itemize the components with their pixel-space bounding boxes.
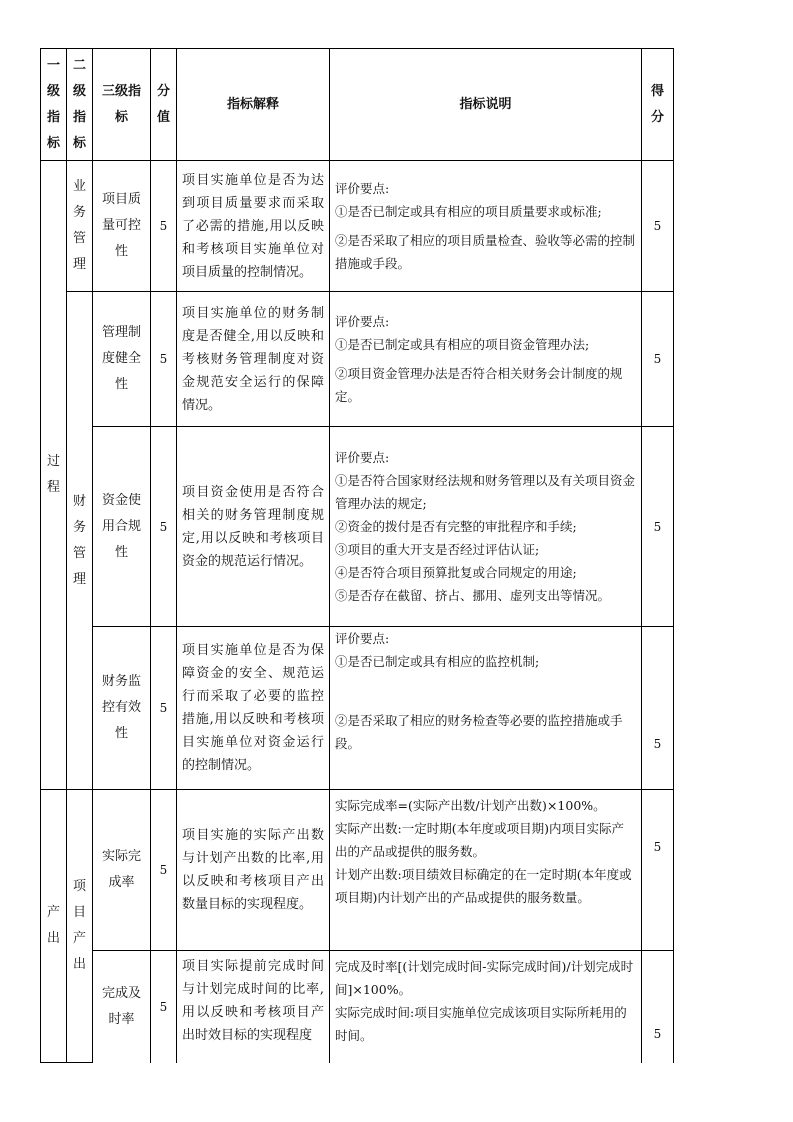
level3-name: 管理制度健全性 — [93, 292, 151, 427]
score-value: 5 — [151, 790, 177, 951]
indicator-description: 评价要点: ①是否已制定或具有相应的项目资金管理办法; ②项目资金管理办法是否符合相关财务会计制度的规定。 — [330, 292, 642, 427]
result-value: 5 — [642, 427, 674, 627]
indicator-explanation: 项目实施单位的财务制度是否健全,用以反映和考核财务管理制度对资金规范安全运行的保障情况。 — [177, 292, 330, 427]
level3-name: 实际完成率 — [93, 790, 151, 951]
table-row — [41, 790, 674, 951]
score-value: 5 — [151, 292, 177, 427]
indicator-description: 评价要点: ①是否符合国家财经法规和财务管理以及有关项目资金管理办法的规定; ②资金的拨付是否有完整的审批程序和手续; ③项目的重大开支是否经过评估认证; ④是否符合项目预算批复或合同规定的用途; ⑤是否存在截留、挤占、挪用、虚列支出等情况。 — [330, 427, 642, 627]
table-row — [41, 627, 674, 790]
level2-finance-mgmt: 财务管理 — [67, 292, 93, 790]
indicator-description: 评价要点: ①是否已制定或具有相应的监控机制; ②是否采取了相应的财务检查等必要的监控措施或手段。 — [330, 627, 642, 790]
level1-process: 过程 — [41, 161, 67, 790]
indicator-description: 评价要点: ①是否已制定或具有相应的项目质量要求或标准; ②是否采取了相应的项目质量检查、验收等必需的控制措施或手段。 — [330, 161, 642, 292]
header-level2: 二级指标 — [67, 49, 93, 161]
score-value: 5 — [151, 427, 177, 627]
table-row — [41, 292, 674, 427]
level3-name: 资金使用合规性 — [93, 427, 151, 627]
result-value: 5 — [642, 292, 674, 427]
header-level3: 三级指标 — [93, 49, 151, 161]
indicator-explanation: 项目实施单位是否为达到项目质量要求而采取了必需的措施,用以反映和考核项目实施单位对项目质量的控制情况。 — [177, 161, 330, 292]
indicator-explanation: 项目实际提前完成时间与计划完成时间的比率,用以反映和考核项目产出时效目标的实现程度 — [177, 951, 330, 1063]
indicator-explanation: 项目资金使用是否符合相关的财务管理制度规定,用以反映和考核项目资金的规范运行情况。 — [177, 427, 330, 627]
header-description: 指标说明 — [330, 49, 642, 161]
score-value: 5 — [151, 627, 177, 790]
header-score: 分值 — [151, 49, 177, 161]
performance-indicator-table — [40, 48, 674, 1063]
level3-name: 项目质量可控性 — [93, 161, 151, 292]
level1-output: 产出 — [41, 790, 67, 1063]
header-level1: 一级指标 — [41, 49, 67, 161]
indicator-explanation: 项目实施单位是否为保障资金的安全、规范运行而采取了必要的监控措施,用以反映和考核项目实施单位对资金运行的控制情况。 — [177, 627, 330, 790]
result-value: 5 — [642, 790, 674, 951]
header-row — [41, 49, 674, 161]
level3-name: 财务监控有效性 — [93, 627, 151, 790]
indicator-description: 完成及时率[(计划完成时间-实际完成时间)/计划完成时间]×100%。 实际完成时间:项目实施单位完成该项目实际所耗用的时间。 — [330, 951, 642, 1063]
indicator-explanation: 项目实施的实际产出数与计划产出数的比率,用以反映和考核项目产出数量目标的实现程度。 — [177, 790, 330, 951]
result-value: 5 — [642, 161, 674, 292]
score-value: 5 — [151, 161, 177, 292]
header-result: 得分 — [642, 49, 674, 161]
result-value: 5 — [642, 951, 674, 1063]
level2-project-output: 项目产出 — [67, 790, 93, 1063]
header-explanation: 指标解释 — [177, 49, 330, 161]
table-row — [41, 427, 674, 627]
result-value: 5 — [642, 627, 674, 790]
indicator-description: 实际完成率=(实际产出数/计划产出数)×100%。 实际产出数:一定时期(本年度或项目期)内项目实际产出的产品或提供的服务数。 计划产出数:项目绩效目标确定的在一定时期(本年度或项目期)内计划产出的产品或提供的服务数量。 — [330, 790, 642, 951]
level2-business-mgmt: 业务管理 — [67, 161, 93, 292]
score-value: 5 — [151, 951, 177, 1063]
table-row — [41, 161, 674, 292]
table-row — [41, 951, 674, 1063]
level3-name: 完成及时率 — [93, 951, 151, 1063]
